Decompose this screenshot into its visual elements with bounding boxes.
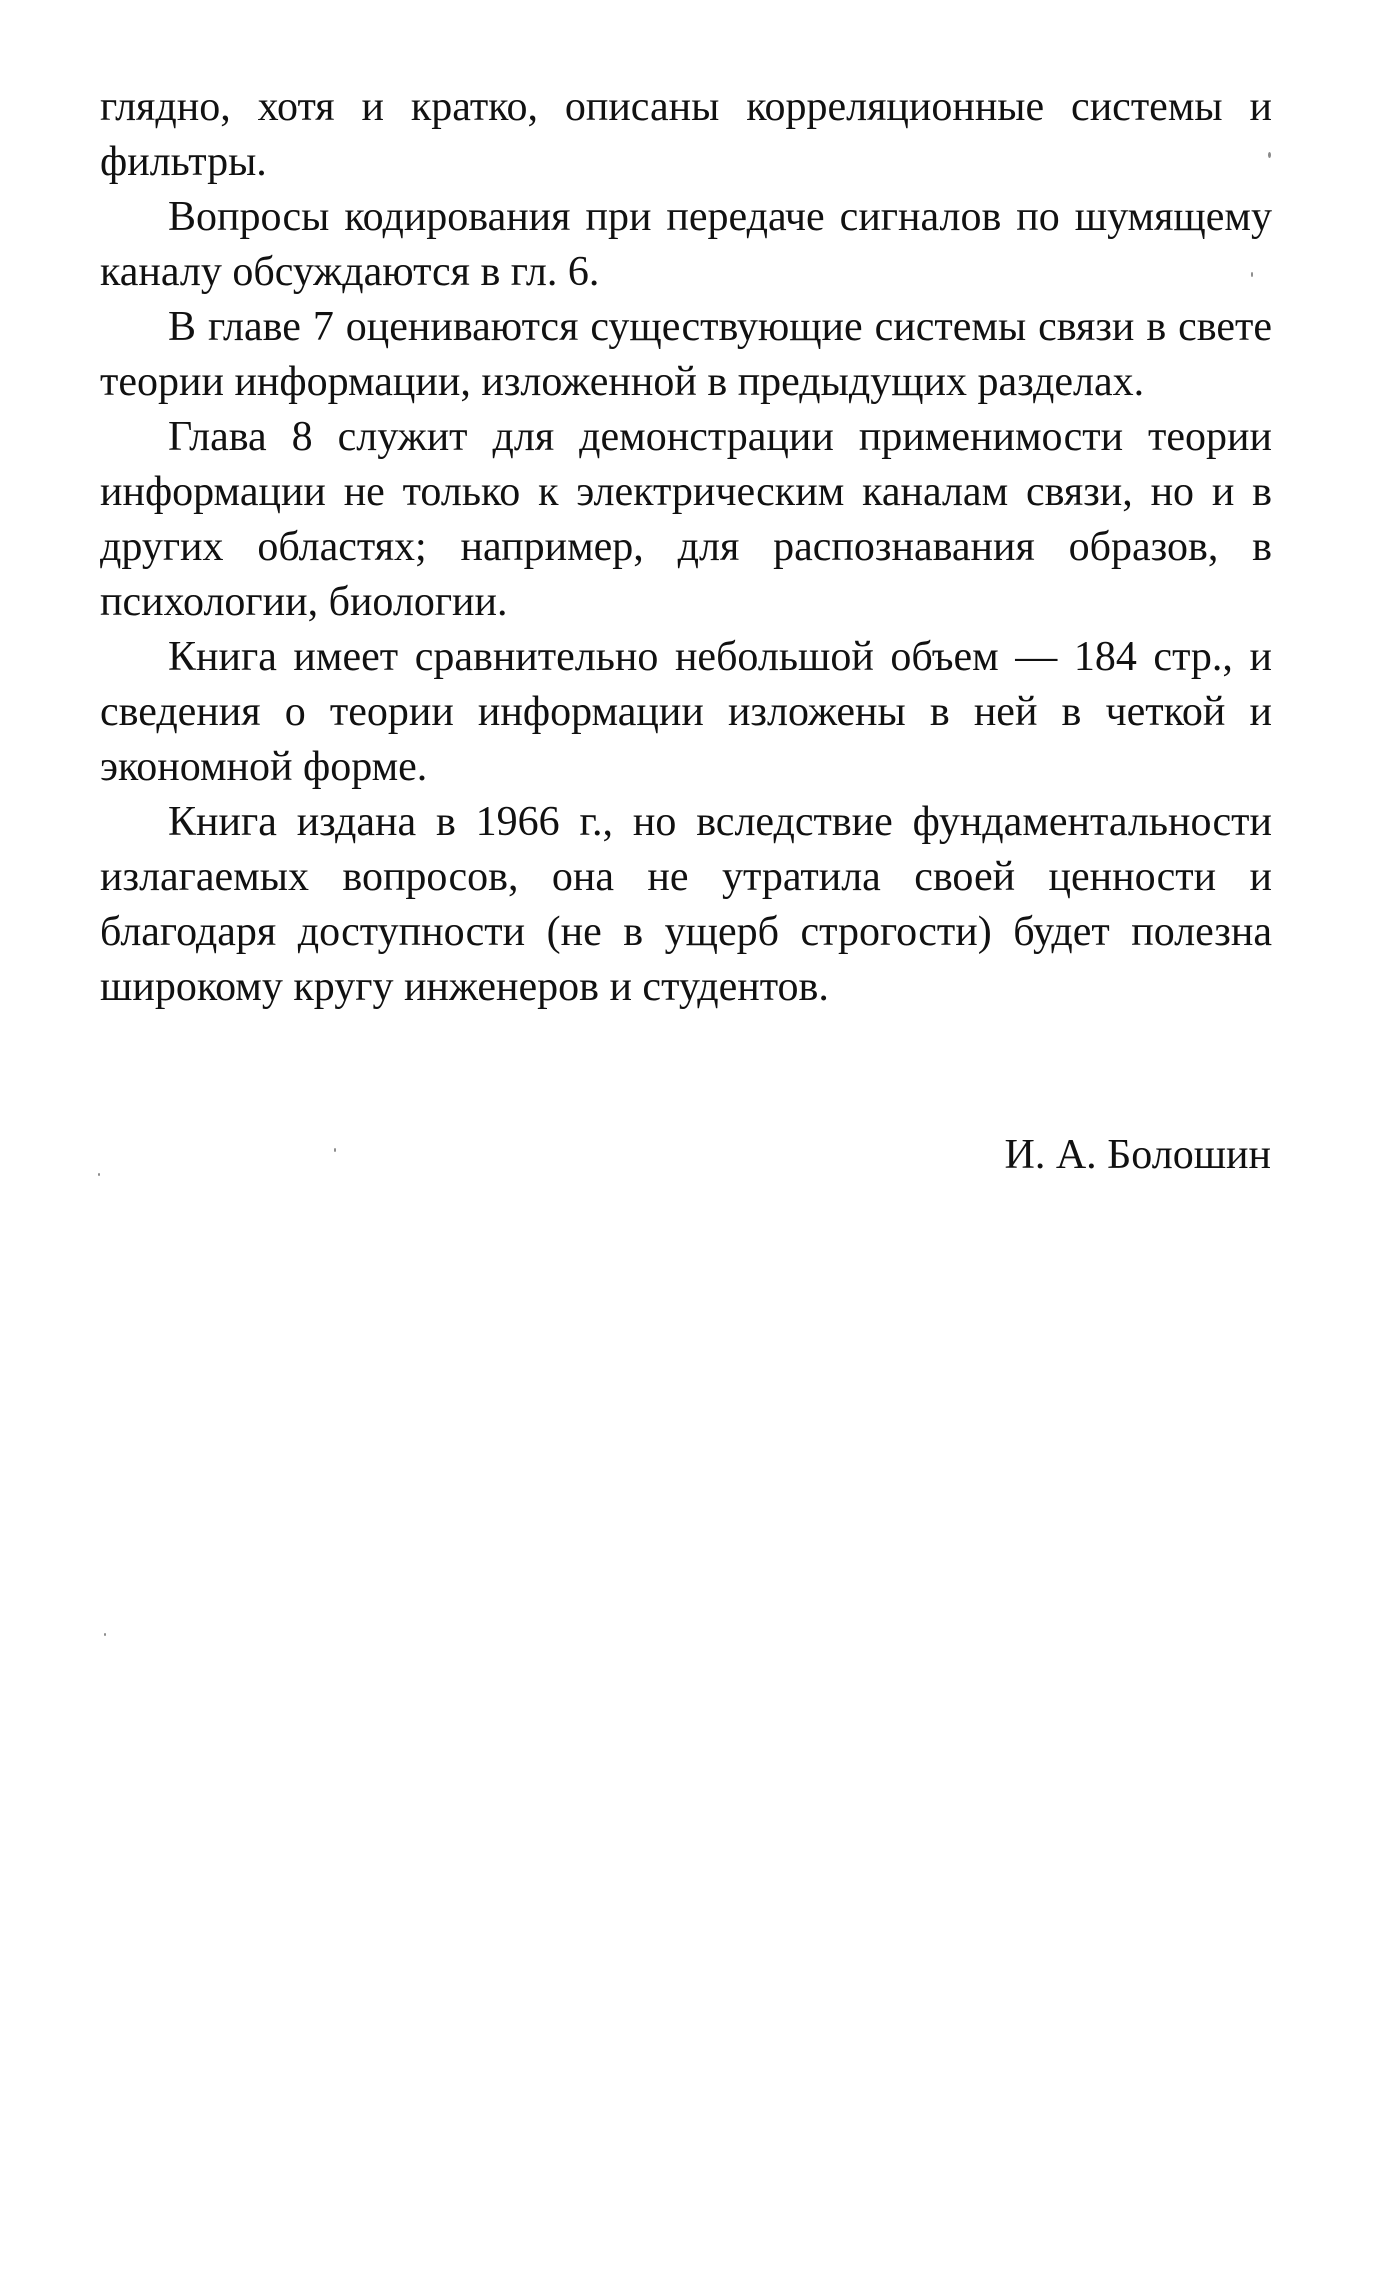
paragraph-continuation: глядно, хотя и кратко, описаны корреляционные системы и фильтры. — [100, 84, 1272, 185]
paragraph-publication: Книга издана в 1966 г., но вследствие фундаментальности излагаемых вопросов, она не утратила своей ценности и благодаря доступности (не в ущерб строгости) будет полезна широкому кругу инженеров и студентов. — [100, 799, 1272, 1010]
paragraph-coding: Вопросы кодирования при передаче сигналов по шумящему каналу обсуждаются в гл. 6. — [100, 194, 1272, 295]
scan-speck — [1268, 152, 1271, 158]
scan-speck — [334, 1148, 336, 1152]
scan-speck — [98, 1173, 100, 1176]
paragraph-chapter-8: Глава 8 служит для демонстрации применимости теории информации не только к электрическим каналам связи, но и в других областях; например, для распознавания образов, в психологии, биологии. — [100, 414, 1272, 625]
scan-speck — [104, 1633, 106, 1636]
body-text — [100, 80, 1272, 1015]
author-signature: И. А. Болошин — [1004, 1132, 1271, 1178]
scan-speck — [1251, 272, 1253, 277]
paragraph-chapter-7: В главе 7 оцениваются существующие системы связи в свете теории информации, изложенной в предыдущих разделах. — [100, 304, 1272, 405]
paragraph-book-size: Книга имеет сравнительно небольшой объем — 184 стр., и сведения о теории информации изложены в ней в четкой и экономной форме. — [100, 634, 1272, 790]
